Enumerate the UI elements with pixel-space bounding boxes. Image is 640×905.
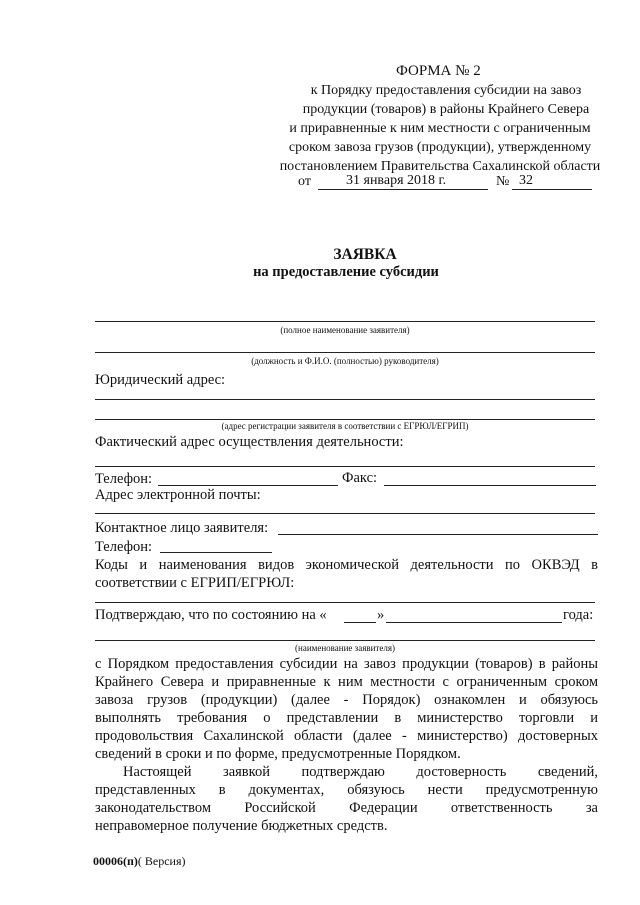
footer-code: [93, 854, 186, 869]
applicant-name-line: [95, 321, 595, 322]
paragraph-line: с Порядком предоставления субсидии на завоз продукции (товаров) в районы: [95, 656, 598, 672]
confirm-mid: »: [377, 607, 385, 623]
number-value: 32: [519, 173, 533, 188]
legal-address-line: [95, 419, 595, 420]
email-line: [95, 513, 595, 514]
header-line: сроком завоза грузов (продукции), утвержденному: [288, 140, 592, 155]
paragraph-line: сведений в сроки и по форме, предусмотренные Порядком.: [95, 746, 461, 762]
footer-version: ( Версия): [137, 854, 186, 868]
head-position-caption: (должность и Ф.И.О. (полностью) руководителя): [251, 356, 439, 366]
paragraph-line: неправомерное получение бюджетных средств.: [95, 818, 388, 834]
head-position-line: [95, 352, 595, 353]
paragraph-line: Настоящей заявкой подтверждаю достоверность сведений,: [123, 764, 598, 780]
okved-label-line1: Коды и наименования видов экономической деятельности по ОКВЭД в: [95, 557, 598, 573]
okved-line: [95, 602, 595, 603]
confirm-day-line: [344, 622, 376, 623]
okved-label-line2: соответствии с ЕГРИП/ЕГРЮЛ:: [95, 575, 295, 591]
phone-2-line: [160, 552, 272, 553]
form-number: ФОРМА № 2: [396, 63, 481, 79]
actual-address-label: Фактический адрес осуществления деятельности:: [95, 434, 404, 450]
header-line: продукции (товаров) в районы Крайнего Севера: [302, 102, 590, 117]
legal-address-line: [95, 399, 595, 400]
contact-person-line: [278, 534, 598, 535]
confirm-prefix: Подтверждаю, что по состоянию на «: [95, 607, 327, 623]
paragraph-line: завоза грузов (продукции) (далее - Порядок) ознакомлен и обязуюсь: [95, 692, 598, 708]
registration-address-caption: (адрес регистрации заявителя в соответствии с ЕГРЮЛ/ЕГРИП): [221, 421, 469, 431]
fax-line: [384, 485, 596, 486]
date-value: 31 января 2018 г.: [346, 173, 447, 188]
paragraph-2: [95, 763, 598, 835]
paragraph-line: законодательством Российской Федерации ответственность за: [95, 800, 598, 816]
applicant-name-caption: (полное наименование заявителя): [280, 325, 410, 335]
applicant-name-2-line: [95, 640, 595, 641]
fax-label: Факс:: [342, 470, 378, 486]
contact-person-label: Контактное лицо заявителя:: [95, 520, 269, 536]
paragraph-line: продовольствия Сахалинской области (далее - министерство) достоверных: [95, 728, 598, 744]
paragraph-line: представленных в документах, обязуюсь нести предусмотренную: [95, 782, 598, 798]
paragraph-line: Крайнего Севера и приравненные к ним местности с ограниченным сроком: [95, 674, 598, 690]
footer-code-number: 00006(п): [93, 854, 138, 868]
phone-2-label: Телефон:: [95, 539, 153, 555]
date-prefix: от: [298, 174, 311, 189]
confirm-suffix: года:: [563, 607, 594, 623]
actual-address-line: [95, 466, 595, 467]
email-label: Адрес электронной почты:: [95, 487, 261, 503]
number-prefix: №: [496, 174, 510, 189]
paragraph-line: выполнять требования о представлении в министерство торговли и: [95, 710, 598, 726]
legal-address-label: Юридический адрес:: [95, 372, 226, 388]
document-title: ЗАЯВКА: [333, 246, 397, 263]
header-line: постановлением Правительства Сахалинской области: [279, 159, 601, 174]
header-line: к Порядку предоставления субсидии на завоз: [310, 83, 582, 98]
document-subtitle: на предоставление субсидии: [253, 264, 439, 280]
paragraph-1: [95, 655, 598, 763]
confirm-month-line: [386, 622, 562, 623]
header-line: и приравненные к ним местности с ограниченным: [289, 121, 591, 136]
phone-label: Телефон:: [95, 471, 153, 487]
applicant-name-2-caption: (наименование заявителя): [295, 643, 395, 653]
